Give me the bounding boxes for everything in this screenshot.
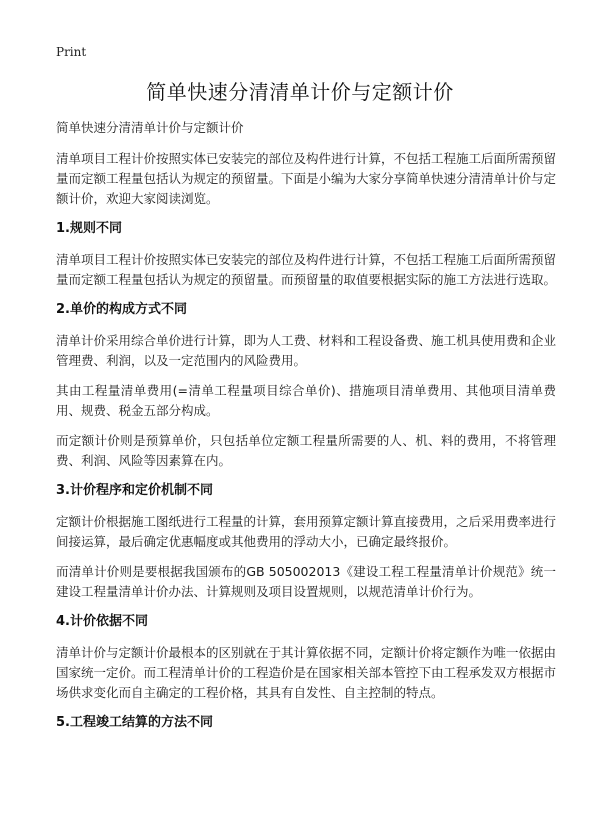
section-settlement: [56, 713, 556, 733]
page-title: 简单快速分清清单计价与定额计价: [146, 80, 454, 104]
section-rules: [56, 219, 556, 290]
section-paragraph: 清单计价采用综合单价进行计算，即为人工费、材料和工程设备费、施工机具使用费和企业管理费、利润，以及一定范围内的风险费用。: [56, 333, 557, 368]
print-link[interactable]: Print: [56, 45, 87, 59]
section-heading: 1.规则不同: [56, 221, 122, 236]
section-unit-price: [56, 300, 556, 471]
section-pricing-basis: [56, 612, 556, 703]
article-body: [56, 118, 556, 744]
section-paragraph: 而定额计价则是预算单价，只包括单位定额工程量所需要的人、机、料的费用，不将管理费、利润、风险等因素算在内。: [56, 433, 556, 468]
section-heading: 2.单价的构成方式不同: [56, 302, 187, 317]
section-pricing-procedure: [56, 481, 556, 602]
section-heading: 4.计价依据不同: [56, 614, 148, 629]
section-paragraph: 其由工程量清单费用(=清单工程量项目综合单价)、措施项目清单费用、其他项目清单费用、规费、税金五部分构成。: [56, 383, 556, 418]
section-paragraph: 清单项目工程计价按照实体已安装完的部位及构件进行计算，不包括工程施工后面所需预留量而定额工程量包括认为规定的预留量。而预留量的取值要根据实际的施工方法进行选取。: [56, 252, 557, 287]
section-heading: 3.计价程序和定价机制不同: [56, 483, 213, 498]
section-paragraph: 清单计价与定额计价最根本的区别就在于其计算依据不同，定额计价将定额作为唯一依据由国家统一定价。而工程清单计价的工程造价是在国家相关部本管控下由工程承发双方根据市场供求变化而自主确定的工程价格，其具有自发性、自主控制的特点。: [56, 645, 557, 700]
section-paragraph: 定额计价根据施工图纸进行工程量的计算，套用预算定额计算直接费用，之后采用费率进行间接运算，最后确定优惠幅度或其他费用的浮动大小，已确定最终报价。: [56, 514, 557, 549]
intro-paragraph: 清单项目工程计价按照实体已安装完的部位及构件进行计算，不包括工程施工后面所需预留量而定额工程量包括认为规定的预留量。下面是小编为大家分享简单快速分清清单计价与定额计价，欢迎大家阅读浏览。: [56, 151, 557, 206]
section-paragraph: 而清单计价则是要根据我国颁布的GB 505002013《建设工程工程量清单计价规范》统一建设工程量清单计价办法、计算规则及项目设置规则，以规范清单计价行为。: [56, 564, 556, 599]
section-heading: 5.工程竣工结算的方法不同: [56, 715, 213, 730]
article-subtitle: 简单快速分清清单计价与定额计价: [56, 120, 244, 135]
